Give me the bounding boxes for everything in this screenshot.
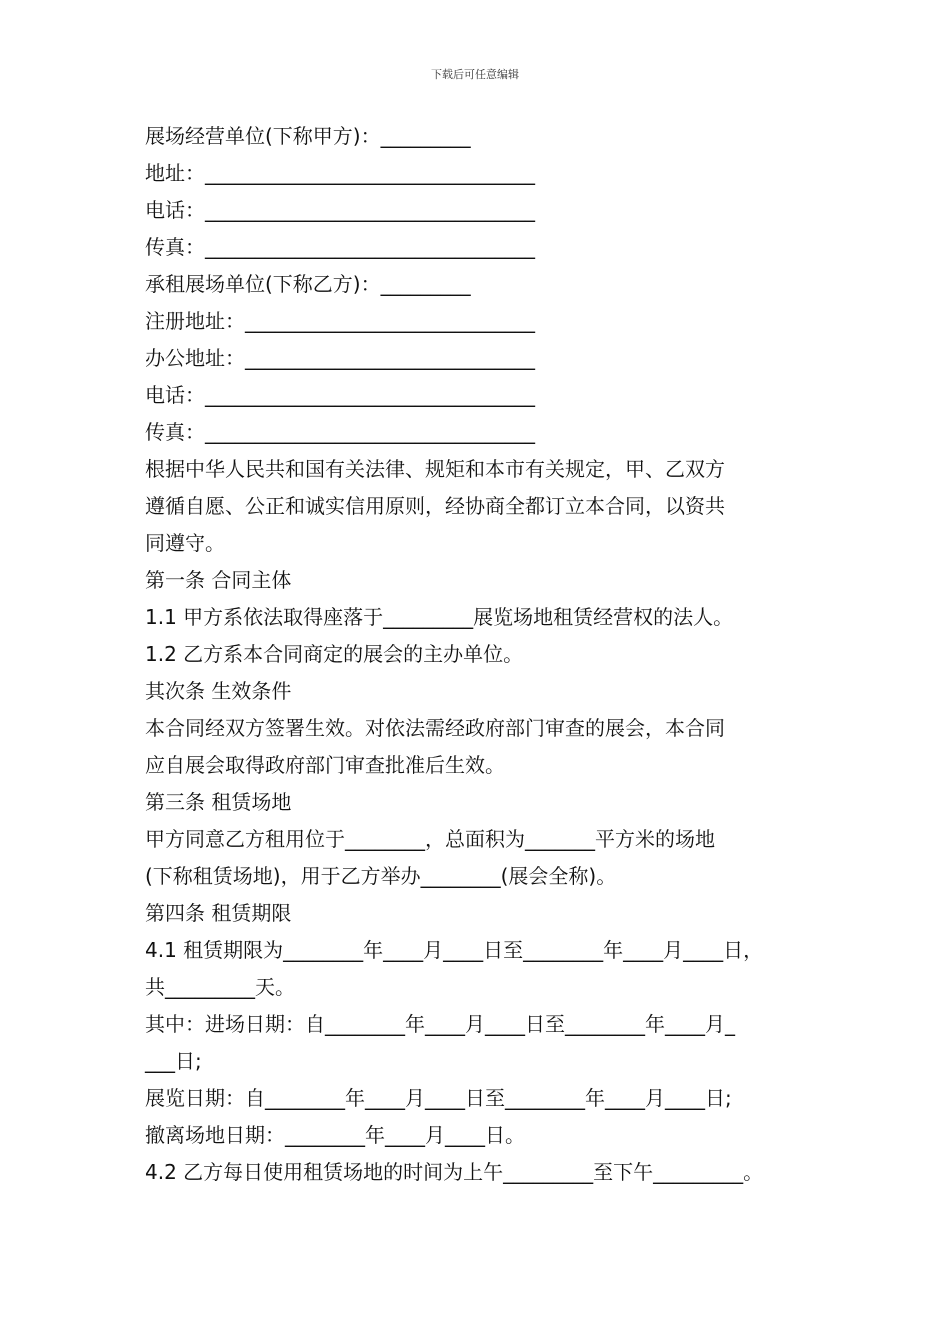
party-a-fax-line: 传真：_________________________________ [145, 235, 535, 259]
article-3-line-1: 甲方同意乙方租用位于________，总面积为_______平方米的场地 [145, 827, 715, 851]
move-in-date-line-1: 其中：进场日期：自________年____月____日至________年____月_ [145, 1012, 735, 1036]
party-a-phone-line: 电话：_________________________________ [145, 198, 535, 222]
clause-1-2: 1.2 乙方系本合同商定的展会的主办单位。 [145, 642, 524, 666]
article-2-line-1: 本合同经双方签署生效。对依法需经政府部门审查的展会，本合同 [145, 716, 725, 740]
article-3-title: 第三条 租赁场地 [145, 790, 292, 814]
article-2-title: 其次条 生效条件 [145, 679, 292, 703]
party-b-registered-address-line: 注册地址：_____________________________ [145, 309, 535, 333]
contract-body [145, 118, 825, 1191]
party-b-fax-line: 传真：_________________________________ [145, 420, 535, 444]
article-2-line-2: 应自展会取得政府部门审查批准后生效。 [145, 753, 505, 777]
article-4-title: 第四条 租赁期限 [145, 901, 292, 925]
clause-4-1-line-2: 共_________天。 [145, 975, 295, 999]
preamble-line-2: 遵循自愿、公正和诚实信用原则，经协商全都订立本合同，以资共 [145, 494, 725, 518]
party-a-name-line: 展场经营单位(下称甲方)：_________ [145, 124, 471, 148]
article-1-title: 第一条 合同主体 [145, 568, 292, 592]
clause-4-2: 4.2 乙方每日使用租赁场地的时间为上午_________至下午_________。 [145, 1160, 764, 1184]
preamble-line-1: 根据中华人民共和国有关法律、规矩和本市有关规定，甲、乙双方 [145, 457, 725, 481]
party-a-address-line: 地址：_________________________________ [145, 161, 535, 185]
party-b-office-address-line: 办公地址：_____________________________ [145, 346, 535, 370]
page-header: 下载后可任意编辑 [431, 68, 519, 81]
party-b-phone-line: 电话：_________________________________ [145, 383, 535, 407]
move-out-date-line: 撤离场地日期：________年____月____日。 [145, 1123, 525, 1147]
clause-4-1-line-1: 4.1 租赁期限为________年____月____日至________年____月____日， [145, 938, 764, 962]
move-in-date-line-2: ___日; [145, 1049, 202, 1073]
party-b-name-line: 承租展场单位(下称乙方)：_________ [145, 272, 471, 296]
preamble-line-3: 同遵守。 [145, 531, 225, 555]
clause-1-1: 1.1 甲方系依法取得座落于_________展览场地租赁经营权的法人。 [145, 605, 734, 629]
article-3-line-2: (下称租赁场地)，用于乙方举办________(展会全称)。 [145, 864, 617, 888]
exhibition-date-line: 展览日期：自________年____月____日至________年____月____日; [145, 1086, 732, 1110]
